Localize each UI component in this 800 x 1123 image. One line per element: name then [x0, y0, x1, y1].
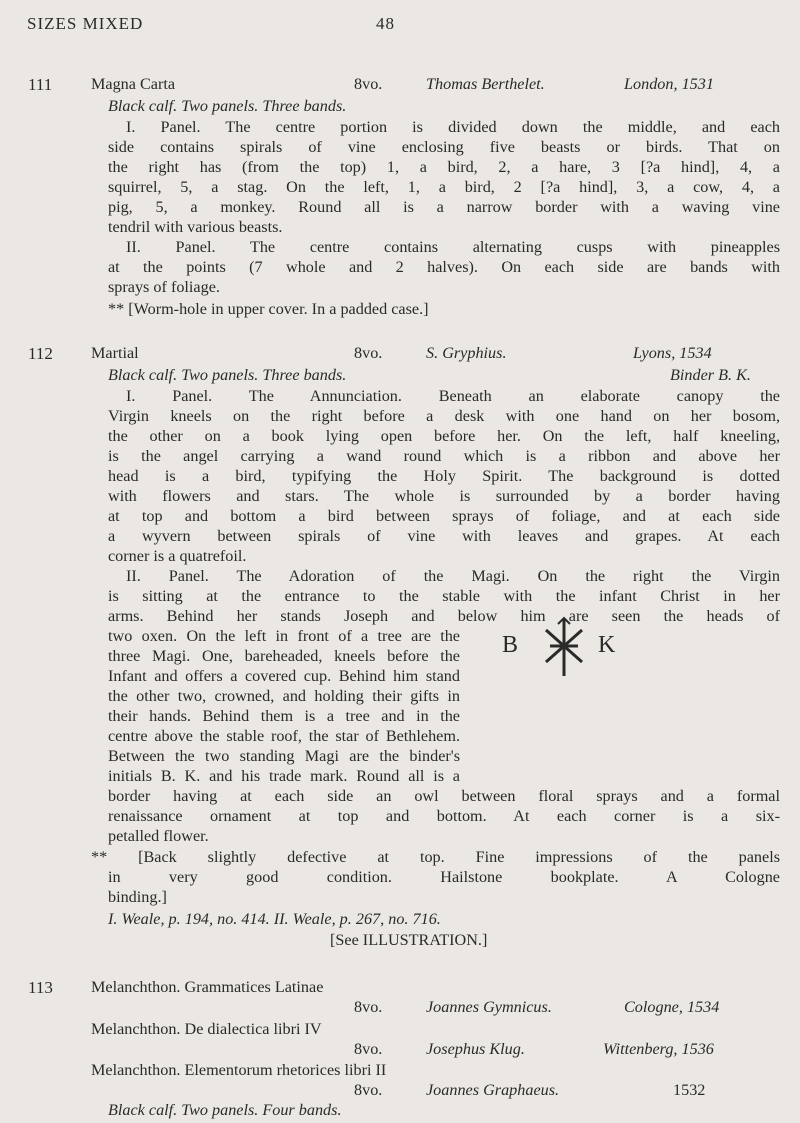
entry-text-line: the other two, crowned, and holding their gifts in [108, 687, 460, 705]
entry-note: binding.] [108, 888, 167, 906]
entry-text-line: centre above the stable roof, the star of Bethlehem. [108, 727, 460, 745]
entry-reference: I. Weale, p. 194, no. 414. II. Weale, p. 267, no. 716. [108, 910, 441, 928]
entry-text-line: I. Panel. The Annunciation. Beneath an elaborate canopy the [126, 387, 780, 405]
entry-text-line: tendril with various beasts. [108, 218, 283, 236]
entry-title: Melanchthon. De dialectica libri IV [91, 1020, 322, 1038]
entry-place-date: 1532 [673, 1081, 706, 1099]
entry-text-line: squirrel, 5, a stag. On the left, 1, a bird, 2 [?a hind], 3, a cow, 4, a [108, 178, 780, 196]
entry-text-line: corner is a quatrefoil. [108, 547, 247, 565]
entry-place-date: Lyons, 1534 [633, 344, 712, 362]
entry-place-date: London, 1531 [624, 75, 714, 93]
entry-text-line: three Magi. One, bareheaded, kneels before the [108, 647, 460, 665]
entry-text-line: II. Panel. The centre contains alternating cusps with pineapples [126, 238, 780, 256]
entry-binding: Black calf. Two panels. Three bands. [108, 97, 347, 115]
entry-printer: Joannes Gymnicus. [426, 998, 552, 1016]
entry-note: ** [Worm-hole in upper cover. In a padded case.] [108, 300, 429, 318]
entry-text-line: at the points (7 whole and 2 halves). On each side are bands with [108, 258, 780, 276]
entry-text-line: arms. Behind her stands Joseph and below him are seen the heads of [108, 607, 780, 625]
entry-title: Magna Carta [91, 75, 176, 93]
entry-printer: S. Gryphius. [426, 344, 507, 362]
entry-text-line: border having at each side an owl between floral sprays and a formal [108, 787, 780, 805]
entry-title: Melanchthon. Grammatices Latinae [91, 978, 324, 996]
entry-binding: Black calf. Two panels. Three bands. [108, 366, 347, 384]
entry-printer: Josephus Klug. [426, 1040, 525, 1058]
entry-binding: Black calf. Two panels. Four bands. [108, 1101, 342, 1119]
entry-text-line: with flowers and stars. The whole is surrounded by a border having [108, 487, 780, 505]
running-header: SIZES MIXED [27, 14, 144, 33]
entry-place-date: Cologne, 1534 [624, 998, 720, 1016]
entry-text-line: side contains spirals of vine enclosing five beasts or birds. That on [108, 138, 780, 156]
entry-title: Melanchthon. Elementorum rhetorices libri II [91, 1061, 387, 1079]
entry-text-line: Between the two standing Magi are the binder's [108, 747, 460, 765]
entry-text-line: a wyvern between spirals of vine with leaves and grapes. At each [108, 527, 780, 545]
entry-text-line: the other on a book lying open before her. On the left, half kneeling, [108, 427, 780, 445]
entry-printer: Thomas Berthelet. [426, 75, 545, 93]
entry-text-line: renaissance ornament at top and bottom. At each corner is a six- [108, 807, 780, 825]
trade-mark-initial-k: K [598, 632, 616, 658]
entry-text-line: Virgin kneels on the right before a desk with one hand on her bosom, [108, 407, 780, 425]
entry-number: 112 [28, 344, 53, 363]
trade-mark-device-icon [538, 616, 590, 678]
entry-text-line: II. Panel. The Adoration of the Magi. On the right the Virgin [126, 567, 780, 585]
entry-binder: Binder B. K. [670, 366, 751, 384]
entry-text-line: petalled flower. [108, 827, 209, 845]
entry-title: Martial [91, 344, 139, 362]
entry-text-line: two oxen. On the left in front of a tree are the [108, 627, 460, 645]
entry-text-line: the right has (from the top) 1, a bird, 2, a hare, 3 [?a hind], 4, a [108, 158, 780, 176]
entry-format: 8vo. [354, 75, 383, 93]
entry-number: 111 [28, 75, 53, 94]
entry-text-line: pig, 5, a monkey. Round all is a narrow border with a waving vine [108, 198, 780, 216]
entry-format: 8vo. [354, 998, 383, 1016]
entry-text-line: Infant and offers a covered cup. Behind him stand [108, 667, 460, 685]
entry-text-line: their hands. Behind them is a tree and in the [108, 707, 460, 725]
entry-printer: Joannes Graphaeus. [426, 1081, 560, 1099]
entry-text-line: initials B. K. and his trade mark. Round all is a [108, 767, 460, 785]
entry-format: 8vo. [354, 344, 383, 362]
entry-place-date: Wittenberg, 1536 [603, 1040, 714, 1058]
entry-text-line: head is a bird, typifying the Holy Spirit. The background is dotted [108, 467, 780, 485]
entry-note: in very good condition. Hailstone bookplate. A Cologne [108, 868, 780, 886]
trade-mark-initial-b: B [502, 632, 519, 658]
page-number: 48 [376, 14, 395, 33]
entry-text-line: is the angel carrying a wand round which is a ribbon and above her [108, 447, 780, 465]
entry-text-line: at top and bottom a bird between sprays of foliage, and at each side [108, 507, 780, 525]
entry-note: ** [Back slightly defective at top. Fine impressions of the panels [91, 848, 780, 866]
entry-format: 8vo. [354, 1040, 383, 1058]
entry-text-line: sprays of foliage. [108, 278, 220, 296]
illustration-reference: [See ILLUSTRATION.] [330, 931, 488, 949]
entry-number: 113 [28, 978, 53, 997]
entry-text-line: I. Panel. The centre portion is divided down the middle, and each [126, 118, 780, 136]
entry-text-line: is sitting at the entrance to the stable with the infant Christ in her [108, 587, 780, 605]
entry-format: 8vo. [354, 1081, 383, 1099]
binder-trade-mark [502, 612, 632, 680]
